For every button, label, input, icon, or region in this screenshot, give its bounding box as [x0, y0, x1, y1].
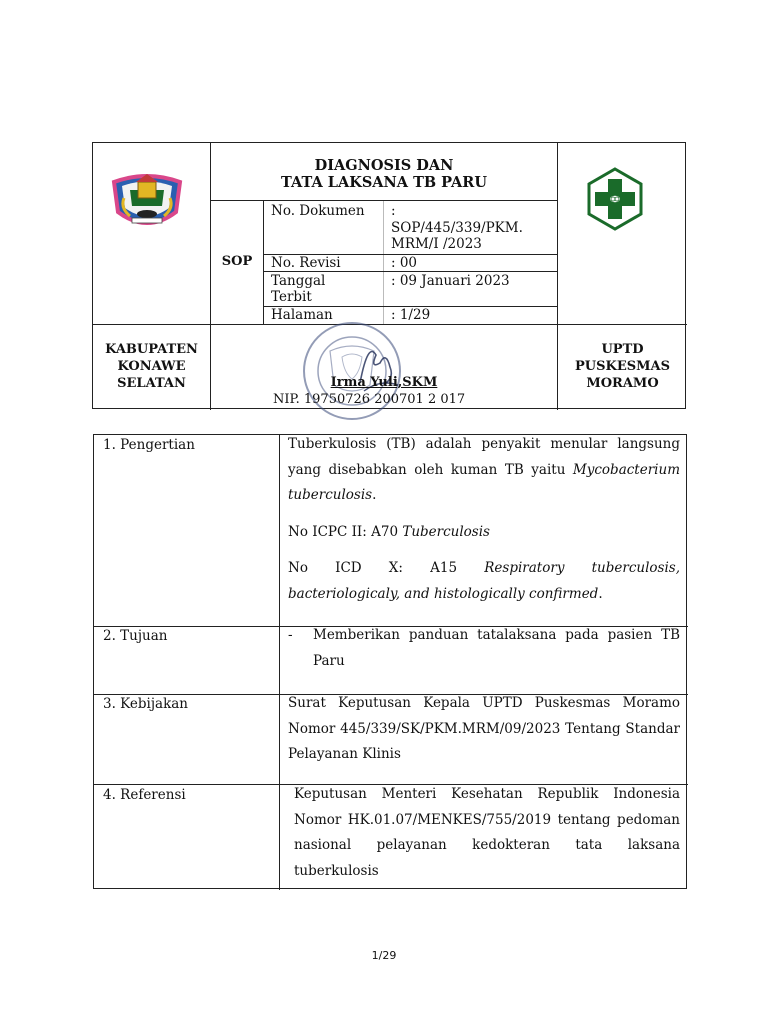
definition-paragraph: Tuberkulosis (TB) adalah penyakit menular langsung yang disebabkan oleh kuman TB yaitu Mycobacterium tuberculosis.: [288, 436, 680, 503]
bullet-dash: -: [288, 627, 293, 643]
section-text-kebijakan: [288, 691, 680, 768]
document-number-value-cont: MRM/I /2023: [391, 236, 482, 252]
signer-name: Irma Yuli,SKM: [330, 375, 438, 390]
icd-code: No ICD X: A15 Respiratory tuberculosis, bacteriologicaly, and histologically confirmed.: [288, 560, 680, 602]
sop-header-table: [92, 142, 686, 409]
page-number: 1/29: [371, 949, 397, 962]
icpc-code: No ICPC II: A70 Tuberculosis: [288, 523, 490, 540]
reference-text: Keputusan Menteri Kesehatan Republik Indonesia Nomor HK.01.07/MENKES/755/2019 tentang pedoman nasional pelayanan kedokteran tata laksana tuberkulosis: [294, 786, 680, 879]
objective-text: Memberikan panduan tatalaksana pada pasien TB Paru: [313, 627, 680, 669]
document-number-colon: :: [391, 203, 396, 219]
revision-label: No. Revisi: [271, 255, 341, 271]
page-label: Halaman: [271, 307, 333, 323]
page-value: : 1/29: [391, 307, 431, 323]
section-label-tujuan: 2. Tujuan: [103, 628, 168, 644]
policy-text: Surat Keputusan Kepala UPTD Puskesmas Moramo Nomor 445/339/SK/PKM.MRM/09/2023 Tentang Standar Pelayanan Klinis: [288, 695, 680, 762]
section-text-referensi: [294, 782, 680, 884]
regency-logo-icon: [110, 168, 184, 230]
official-stamp-icon: [290, 321, 422, 425]
section-label-referensi: 4. Referensi: [103, 787, 186, 803]
facility-name: UPTD PUSKESMAS MORAMO: [575, 342, 670, 391]
issue-date-label: Tanggal: [271, 273, 326, 289]
puskesmas-logo-icon: [583, 167, 647, 231]
document-title: DIAGNOSIS DAN TATA LAKSANA TB PARU: [281, 157, 487, 191]
region-name: KABUPATEN KONAWE SELATAN: [105, 342, 198, 391]
divider: [263, 271, 557, 272]
divider: [210, 200, 557, 201]
issue-date-value: : 09 Januari 2023: [391, 273, 510, 289]
section-label-pengertian: 1. Pengertian: [103, 437, 195, 453]
signer-nip: NIP. 19750726 200701 2 017: [273, 392, 466, 407]
section-text-pengertian: [288, 432, 680, 607]
document-number-label: No. Dokumen: [271, 203, 365, 219]
section-label-kebijakan: 3. Kebijakan: [103, 696, 189, 712]
revision-value: : 00: [391, 255, 418, 271]
sop-content-table: [93, 434, 687, 889]
section-text-tujuan: [288, 623, 680, 674]
divider: [279, 435, 280, 890]
sop-label: SOP: [221, 254, 253, 269]
issue-date-label-cont: Terbit: [271, 289, 312, 305]
document-number-value: SOP/445/339/PKM.: [391, 220, 523, 236]
